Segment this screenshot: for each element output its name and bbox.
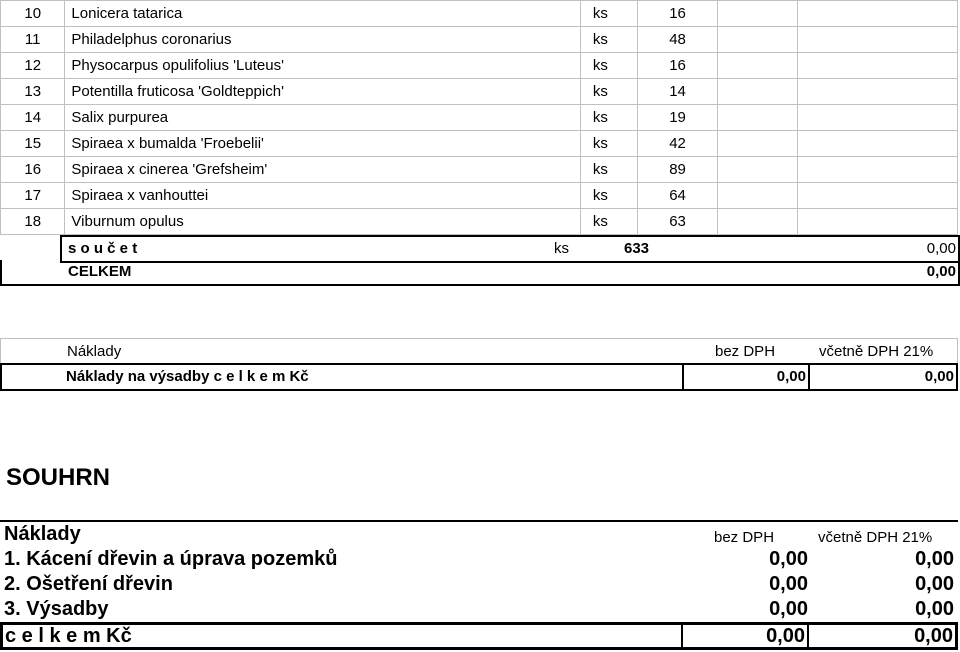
item-unit: ks bbox=[580, 27, 637, 53]
summary-col-incl: včetně DPH 21% bbox=[818, 529, 933, 546]
plant-items-table bbox=[0, 0, 958, 235]
item-unit: ks bbox=[580, 1, 637, 27]
item-name: Philadelphus coronarius bbox=[65, 27, 580, 53]
costs-header bbox=[0, 338, 958, 363]
item-unit: ks bbox=[580, 209, 637, 235]
item-number: 18 bbox=[1, 209, 65, 235]
costs-row-excl: 0,00 bbox=[776, 368, 806, 385]
item-qty: 42 bbox=[637, 131, 717, 157]
costs-row-label: Náklady na výsadby c e l k e m Kč bbox=[66, 368, 309, 385]
item-name: Physocarpus opulifolius 'Luteus' bbox=[65, 53, 580, 79]
item-name: Salix purpurea bbox=[65, 105, 580, 131]
sum-row-unit: ks bbox=[554, 240, 569, 257]
item-price bbox=[718, 27, 798, 53]
summary-row-incl: 0,00 bbox=[915, 598, 954, 620]
item-total bbox=[798, 105, 958, 131]
summary-row-excl: 0,00 bbox=[769, 598, 808, 620]
item-number: 14 bbox=[1, 105, 65, 131]
costs-col-excl: bez DPH bbox=[715, 343, 776, 360]
item-qty: 64 bbox=[637, 183, 717, 209]
item-number: 17 bbox=[1, 183, 65, 209]
item-price bbox=[718, 53, 798, 79]
summary-total-excl: 0,00 bbox=[766, 625, 805, 647]
summary-row-excl: 0,00 bbox=[769, 573, 808, 595]
item-unit: ks bbox=[580, 183, 637, 209]
item-total bbox=[798, 183, 958, 209]
summary-total-label: c e l k e m Kč bbox=[5, 625, 132, 647]
total-row-label: CELKEM bbox=[68, 263, 132, 280]
item-qty: 19 bbox=[637, 105, 717, 131]
item-name: Potentilla fruticosa 'Goldteppich' bbox=[65, 79, 580, 105]
item-unit: ks bbox=[580, 105, 637, 131]
item-row bbox=[1, 27, 958, 53]
summary-row-label: 1. Kácení dřevin a úprava pozemků bbox=[4, 548, 338, 570]
item-total bbox=[798, 209, 958, 235]
item-row bbox=[1, 183, 958, 209]
item-number: 16 bbox=[1, 157, 65, 183]
item-unit: ks bbox=[580, 79, 637, 105]
item-name: Spiraea x cinerea 'Grefsheim' bbox=[65, 157, 580, 183]
item-qty: 48 bbox=[637, 27, 717, 53]
sum-row-label: s o u č e t bbox=[68, 240, 138, 257]
item-price bbox=[718, 105, 798, 131]
item-name: Lonicera tatarica bbox=[65, 1, 580, 27]
item-number: 12 bbox=[1, 53, 65, 79]
summary-total-incl: 0,00 bbox=[914, 625, 953, 647]
costs-block bbox=[0, 338, 958, 391]
summary-row-incl: 0,00 bbox=[915, 548, 954, 570]
summary-row-incl: 0,00 bbox=[915, 573, 954, 595]
item-row bbox=[1, 1, 958, 27]
item-total bbox=[798, 27, 958, 53]
costs-total-row bbox=[0, 363, 958, 391]
summary-title: SOUHRN bbox=[6, 464, 111, 491]
item-qty: 14 bbox=[637, 79, 717, 105]
item-row bbox=[1, 157, 958, 183]
item-name: Spiraea x vanhouttei bbox=[65, 183, 580, 209]
item-number: 13 bbox=[1, 79, 65, 105]
item-number: 11 bbox=[1, 27, 65, 53]
item-price bbox=[718, 131, 798, 157]
sum-row-box bbox=[60, 235, 960, 263]
item-price bbox=[718, 209, 798, 235]
item-price bbox=[718, 1, 798, 27]
costs-col-incl: včetně DPH 21% bbox=[819, 343, 934, 360]
item-row bbox=[1, 105, 958, 131]
costs-row-incl: 0,00 bbox=[924, 368, 954, 385]
item-row bbox=[1, 209, 958, 235]
item-price bbox=[718, 183, 798, 209]
summary-total-row bbox=[0, 622, 958, 650]
item-unit: ks bbox=[580, 53, 637, 79]
item-total bbox=[798, 157, 958, 183]
item-unit: ks bbox=[580, 157, 637, 183]
sum-row-value: 0,00 bbox=[926, 240, 956, 257]
item-qty: 16 bbox=[637, 1, 717, 27]
summary-table bbox=[0, 520, 958, 650]
summary-header bbox=[0, 520, 958, 547]
summary-row-excl: 0,00 bbox=[769, 548, 808, 570]
summary-row-label: 2. Ošetření dřevin bbox=[4, 573, 173, 595]
summary-row-label: 3. Výsadby bbox=[4, 598, 109, 620]
item-number: 10 bbox=[1, 1, 65, 27]
summary-row bbox=[0, 547, 958, 572]
summary-col-excl: bez DPH bbox=[714, 529, 775, 546]
item-total bbox=[798, 131, 958, 157]
item-name: Spiraea x bumalda 'Froebelii' bbox=[65, 131, 580, 157]
item-total bbox=[798, 79, 958, 105]
item-number: 15 bbox=[1, 131, 65, 157]
item-price bbox=[718, 79, 798, 105]
item-qty: 89 bbox=[637, 157, 717, 183]
item-unit: ks bbox=[580, 131, 637, 157]
item-row bbox=[1, 131, 958, 157]
item-qty: 16 bbox=[637, 53, 717, 79]
item-price bbox=[718, 157, 798, 183]
item-row bbox=[1, 79, 958, 105]
sum-row-qty: 633 bbox=[624, 240, 650, 257]
summary-row bbox=[0, 572, 958, 597]
summary-row bbox=[0, 597, 958, 622]
item-name: Viburnum opulus bbox=[65, 209, 580, 235]
total-row bbox=[0, 260, 960, 286]
item-row bbox=[1, 53, 958, 79]
item-qty: 63 bbox=[637, 209, 717, 235]
item-total bbox=[798, 1, 958, 27]
costs-header-label: Náklady bbox=[67, 343, 122, 360]
summary-header-label: Náklady bbox=[4, 523, 81, 545]
total-row-value: 0,00 bbox=[926, 263, 956, 280]
item-total bbox=[798, 53, 958, 79]
